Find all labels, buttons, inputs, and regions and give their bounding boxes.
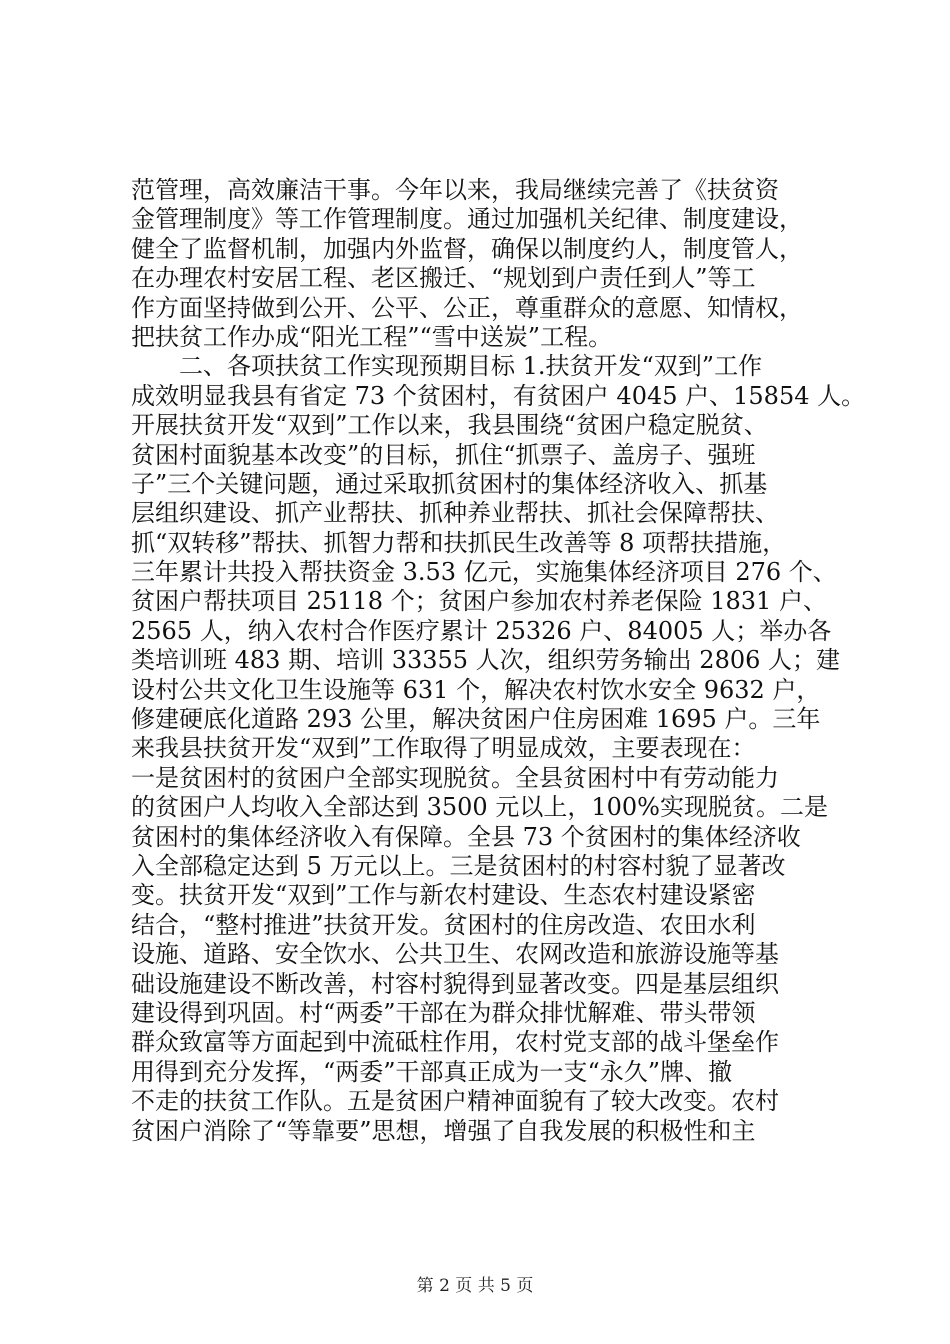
text-line: 不走的扶贫工作队。五是贫困户精神面貌有了较大改变。农村 xyxy=(131,1087,779,1116)
text-line: 用得到充分发挥，“两委”干部真正成为一支“永久”牌、撤 xyxy=(131,1057,733,1086)
text-line: 把扶贫工作办成“阳光工程”“雪中送炭”工程。 xyxy=(131,322,613,351)
text-line: 在办理农村安居工程、老区搬迁、“规划到户责任到人”等工 xyxy=(131,264,756,293)
text-line: 作方面坚持做到公开、公平、公正，尊重群众的意愿、知情权， xyxy=(131,293,803,322)
text-line: 层组织建设、抓产业帮扶、抓种养业帮扶、抓社会保障帮扶、 xyxy=(131,499,779,528)
text-line: 范管理，高效廉洁干事。今年以来，我局继续完善了《扶贫资 xyxy=(131,176,779,204)
text-line: 开展扶贫开发“双到”工作以来，我县围绕“贫困户稳定脱贫、 xyxy=(131,411,768,440)
text-line: 贫困村的集体经济收入有保障。全县 73 个贫困村的集体经济收 xyxy=(131,822,801,851)
text-line: 成效明显我县有省定 73 个贫困村，有贫困户 4045 户、15854 人。 xyxy=(131,381,866,410)
text-line: 入全部稳定达到 5 万元以上。三是贫困村的村容村貌了显著改 xyxy=(131,851,786,880)
text-line: 类培训班 483 期、培训 33355 人次，组织劳务输出 2806 人；建 xyxy=(131,646,841,675)
text-line: 的贫困户人均收入全部达到 3500 元以上，100%实现脱贫。二是 xyxy=(131,793,828,822)
text-line: 设村公共文化卫生设施等 631 个，解决农村饮水安全 9632 户， xyxy=(131,675,821,704)
text-line: 二、各项扶贫工作实现预期目标 1.扶贫开发“双到”工作 xyxy=(179,352,763,381)
text-line: 设施、道路、安全饮水、公共卫生、农网改造和旅游设施等基 xyxy=(131,940,779,969)
text-line: 2565 人，纳入农村合作医疗累计 25326 户、84005 人；举办各 xyxy=(131,616,832,645)
text-line: 一是贫困村的贫困户全部实现脱贫。全县贫困村中有劳动能力 xyxy=(131,763,779,792)
text-line: 三年累计共投入帮扶资金 3.53 亿元，实施集体经济项目 276 个、 xyxy=(131,558,837,587)
document-body xyxy=(131,176,866,1146)
text-line: 贫困户消除了“等靠要”思想，增强了自我发展的积极性和主 xyxy=(131,1116,756,1145)
text-line: 抓“双转移”帮扶、抓智力帮和扶抓民生改善等 8 项帮扶措施， xyxy=(131,528,787,557)
text-line: 来我县扶贫开发“双到”工作取得了明显成效，主要表现在： xyxy=(131,734,756,763)
text-line: 贫困村面貌基本改变”的目标，抓住“抓票子、盖房子、强班 xyxy=(131,440,756,469)
text-line: 修建硬底化道路 293 公里，解决贫困户住房困难 1695 户。三年 xyxy=(131,705,821,734)
text-line: 子”三个关键问题，通过采取抓贫困村的集体经济收入、抓基 xyxy=(131,469,768,498)
text-line: 建设得到巩固。村“两委”干部在为群众排忧解难、带头带领 xyxy=(131,998,756,1027)
text-line: 贫困户帮扶项目 25118 个；贫困户参加农村养老保险 1831 户、 xyxy=(131,587,827,616)
page-footer xyxy=(0,1271,950,1296)
text-line: 群众致富等方面起到中流砥柱作用，农村党支部的战斗堡垒作 xyxy=(131,1028,779,1057)
text-line: 结合，“整村推进”扶贫开发。贫困村的住房改造、农田水利 xyxy=(131,910,756,939)
page-number: 第 2 页 共 5 页 xyxy=(416,1276,534,1296)
text-line: 础设施建设不断改善，村容村貌得到显著改变。四是基层组织 xyxy=(131,969,779,998)
text-line: 金管理制度》等工作管理制度。通过加强机关纪律、制度建设， xyxy=(131,205,803,234)
text-line: 健全了监督机制，加强内外监督，确保以制度约人，制度管人， xyxy=(131,234,803,263)
text-line: 变。扶贫开发“双到”工作与新农村建设、生态农村建设紧密 xyxy=(131,881,756,910)
